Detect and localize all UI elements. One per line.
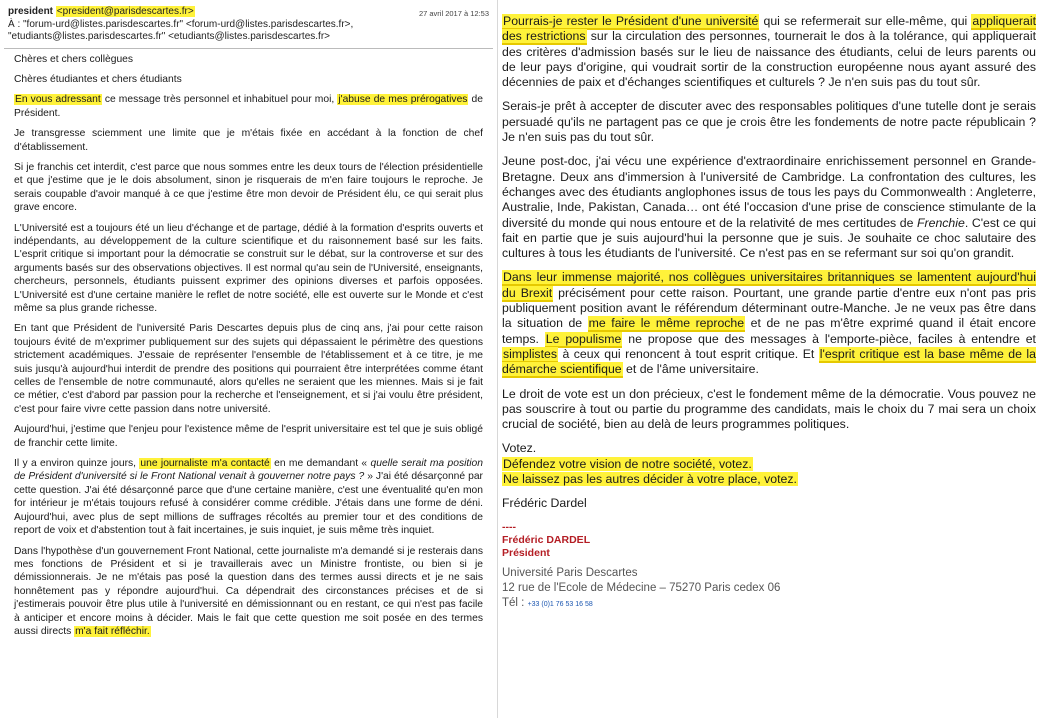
text: ce message très personnel et inhabituel pour moi,: [101, 94, 338, 106]
sender-name: president: [8, 6, 54, 17]
text: et de ne pas m'être exprimé quand il était encore temps.: [502, 316, 1036, 346]
highlight: une journaliste m'a contacté: [140, 458, 270, 470]
paragraph-university: L'Université est a toujours été un lieu d'échange et de partage, dédié à la formation d'esprits ouverts et indépendants, au développement de la culture scientifique et du raisonnement basé sur les faits. L'esprit critique si important pour la démocratie se construit sur le débat, sur la controverse et sur des arguments basés sur des observations objectives. Il est normal qu'au sein de l'Université, enseignants, chercheurs, personnels, étudiants puissent exprimer des opinions diverses et parfois opposées. L'Université est d'une certaine manière le reflet de notre société, elle est ouverte sur le Monde et c'est même sa plus grande richesse.: [14, 222, 483, 314]
paragraph-limit: Je transgresse sciemment une limite que je m'étais fixée en accédant à la fonction de chef d'établissement.: [14, 128, 483, 153]
paragraph-vote-right: Le droit de vote est un don précieux, c'est le fondement même de la démocratie. Vous pouvez ne pas souscrire à tout ou partie du programme des candidats, mais le choix du 7 mai sera un choix crucial de société, bien au delà de leurs programmes politiques.: [502, 386, 1036, 432]
paragraph-journalist: [14, 457, 483, 537]
text: en me demandant «: [270, 458, 371, 470]
greeting-colleagues: Chères et chers collègues: [14, 53, 134, 65]
text: de Président.: [14, 94, 483, 119]
paragraph-would-i-discuss: Serais-je prêt à accepter de discuter avec des responsables politiques d'une tutelle dont je serais persuadé qu'ils ne partagent pas ce que je crois être les fondements de notre pacte républicain ? Je n'en suis pas du tout sûr.: [502, 99, 1036, 145]
greeting-students: Chères étudiantes et chers étudiants: [14, 73, 182, 85]
email-body-left: [0, 49, 497, 639]
signature-name: Frédéric Dardel: [502, 496, 587, 511]
paragraph-today: Aujourd'hui, j'estime que l'enjeu pour l'existence même de l'esprit universitaire est tel que je suis obligé de franchir cette limite.: [14, 424, 483, 449]
text: précisément pour cette raison. Pourtant, une grande partie d'entre eux n'ont pas pris publiquement position avant le référendum déterminant outre-Manche. Je ne veux pas être dans la situation de: [502, 285, 1036, 331]
text: à ceux qui renoncent à tout esprit critique. Et: [557, 346, 819, 361]
highlight: Défendez votre vision de notre société, votez.: [503, 456, 752, 471]
italic-word: Frenchie: [917, 215, 965, 230]
highlight: j'abuse de mes prérogatives: [338, 94, 468, 106]
vote-line-1: Votez.: [502, 441, 537, 456]
vote-line-2: [502, 457, 1036, 472]
highlight: l'esprit critique est la base même de la démarche scientifique: [502, 346, 1036, 377]
signature-title: Président: [502, 546, 550, 559]
text: . C'est ce qui fait en partie que je suis aujourd'hui la personne que je suis. Je souhaite ce choc salutaire des cultures à tous les étudiants de l'université. Ce n'est pas en se refermant sur soi qu'on grandit.: [502, 215, 1036, 261]
text: sur la circulation des personnes, tournerait le dos à la tolérance, qui appliquerait des critères d'admission basés sur le lieu de naissance des étudiants, celui de leurs parents ou de leur pays d'origine, qui voudrait sortir de la construction européenne nous ayant assuré des décennies de paix et d'échanges scientifiques et culturels ? Je n'en suis pas du tout sûr.: [502, 29, 1036, 90]
highlight: me faire le même reproche: [588, 316, 745, 331]
text: ne propose que des messages à l'emporte-pièce, faciles à entendre et: [622, 331, 1036, 346]
paragraph-cambridge: [502, 154, 1036, 261]
paragraph-could-i-remain: [502, 14, 1036, 90]
paragraph-hypothesis: [14, 545, 483, 639]
phone-line: [502, 596, 1036, 612]
highlight: Pourrais-je rester le Président d'une université: [503, 14, 759, 28]
text: Jeune post-doc, j'ai vécu une expérience d'extraordinaire enrichissement personnel en Grande-Bretagne. Deux ans d'immersion à l'université de Cambridge. La confrontation des cultures, les échanges avec des étudiants anglophones issus de tous les pays du Commonwealth : Angleterre, Australie, Inde, Pakistan, Canada… ont été l'occasion d'une prise de conscience stimulante de la diversité du monde qui nous entoure et de la relativité de mes certitudes de: [502, 154, 1036, 230]
organization-address: 12 rue de l'Ecole de Médecine – 75270 Paris cedex 06: [502, 581, 781, 594]
paragraph-intro: [14, 93, 483, 120]
highlight: Le populisme: [545, 331, 622, 346]
right-email-page: [498, 0, 1050, 718]
highlight: simplistes: [503, 346, 557, 361]
highlight: En vous adressant: [15, 94, 101, 106]
recipients-line-2: "etudiants@listes.parisdescartes.fr" <etudiants@listes.parisdescartes.fr>: [8, 31, 330, 42]
text: et de l'âme universitaire.: [622, 362, 759, 377]
vote-block: [502, 441, 1036, 487]
text: Dans l'hypothèse d'un gouvernement Front National, cette journaliste m'a demandé si je resterais dans mes fonctions de Président et si je travaillerais avec un Ministre frontiste, ou bien si je démissionnerais. Je ne m'étais pas posé la question dans des termes aussi directs et je ne sais honnêtement pas y répondre aujourd'hui. Ca dépendrait des circonstances précises et de si j'estimerais pouvoir être plus utile à l'université en démissionnant ou en restant, ce qui n'est pas facile à anticiper et encore moins à décider. Mais le fait que cette question me soit posée en des termes aussi directs: [14, 545, 483, 637]
text: » J'ai été désarçonné par cette question. J'ai été désarçonné parce que d'une certaine manière, c'est une éventualité qu'en mon for intérieur je m'étais toujours refusé à considérer comme crédible. J'étais dans une forme de déni. Aujourd'hui, avec plus de sept millions de suffrages récoltés au premier tour et des conditions de report de voix et d'abstention tout à fait incertaines, je suis inquiet, je suis même très inquiet.: [14, 471, 483, 537]
left-email-page: [0, 0, 498, 718]
vote-line-3: [502, 472, 1036, 487]
recipients-line-1: À : "forum-urd@listes.parisdescartes.fr" <forum-urd@listes.parisdescartes.fr>,: [8, 18, 354, 30]
email-header: [0, 0, 497, 48]
sender-line: [8, 6, 489, 19]
paragraph-election: Si je franchis cet interdit, c'est parce que nous sommes entre les deux tours de l'élection présidentielle et que j'estime que je le dois absolument, sinon je risquerais de m'en faire toujours le reproche. Je serais coupable d'avoir manqué à ce que j'estime être mon devoir de Président élu, ce qui serait plus grave encore.: [14, 161, 483, 214]
signature-dash: ----: [502, 520, 516, 533]
organization-name: Université Paris Descartes: [502, 566, 638, 579]
signature-block: [502, 521, 1036, 612]
highlight: m'a fait réfléchir.: [75, 625, 150, 637]
paragraph-president-role: En tant que Président de l'université Paris Descartes depuis plus de cinq ans, j'ai pour cette raison toujours évité de m'exprimer publiquement sur des sujets qui dépassaient le périmètre des questions strictement académiques. J'essaie de représenter l'ensemble de l'établissement et à ce titre, je me suis jusqu'à aujourd'hui interdit de prendre des positions qui pourraient être interprétées comme étant celles de l'ensemble de notre communauté, alors qu'elles ne seraient que les miennes. Mais si je fait ce métier, c'est d'abord par passion pour la recherche et l'enseignement, et si j'ai voulu être président, c'est pour faire vivre cette passion dans notre université.: [14, 323, 483, 415]
paragraph-brexit: [502, 270, 1036, 377]
email-date: 27 avril 2017 à 12:53: [418, 9, 489, 18]
highlight: appliquerait des restrictions: [502, 14, 1036, 44]
phone-number[interactable]: +33 (0)1 76 53 16 58: [527, 600, 593, 608]
quoted-question: quelle serait ma position de Président d'université si le Front National venait à gouverner notre pays ?: [14, 458, 483, 483]
signature-full-name: Frédéric DARDEL: [502, 533, 591, 546]
email-body-right: [498, 0, 1050, 612]
sender-email[interactable]: <president@parisdescartes.fr>: [56, 6, 194, 17]
text: Il y a environ quinze jours,: [14, 458, 140, 470]
phone-label: Tél :: [502, 596, 528, 609]
text: qui se refermerait sur elle-même, qui: [759, 14, 972, 28]
highlight: Dans leur immense majorité, nos collègues universitaires britanniques se lamentent aujourd'hui du Brexit: [502, 270, 1036, 300]
highlight: Ne laissez pas les autres décider à votre place, votez.: [503, 472, 797, 487]
